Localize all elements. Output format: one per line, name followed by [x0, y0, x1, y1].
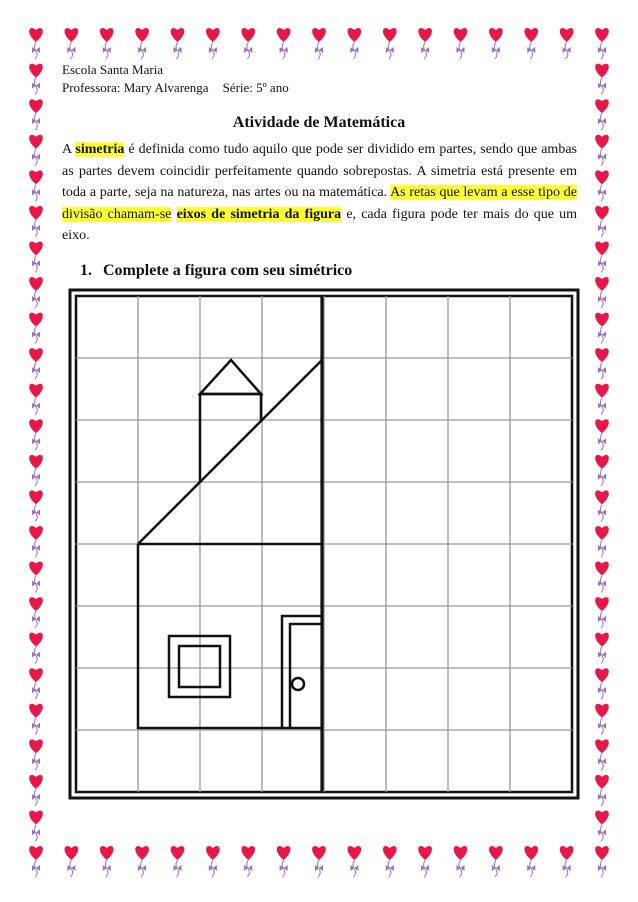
- heart-balloon-icon: [100, 846, 114, 877]
- heart-balloon-icon: [29, 455, 43, 486]
- school-name: Escola Santa Maria: [62, 62, 164, 77]
- teacher-line: [62, 80, 289, 96]
- heart-balloon-icon: [241, 846, 255, 877]
- heart-balloon-icon: [595, 313, 609, 344]
- heart-balloon-icon: [135, 28, 149, 59]
- heart-balloon-icon: [383, 846, 397, 877]
- heart-balloon-icon: [595, 348, 609, 379]
- heart-balloon-icon: [348, 846, 362, 877]
- heart-balloon-icon: [29, 277, 43, 308]
- heart-balloon-icon: [29, 241, 43, 272]
- symmetry-grid: [68, 288, 580, 800]
- heart-balloon-icon: [29, 419, 43, 450]
- heart-balloon-icon: [65, 846, 79, 877]
- heart-balloon-icon: [595, 562, 609, 593]
- heart-balloon-icon: [524, 846, 538, 877]
- heart-balloon-icon: [595, 739, 609, 770]
- grade-level: Série: 5º ano: [222, 80, 289, 95]
- heart-balloon-icon: [29, 846, 43, 877]
- heart-balloon-icon: [29, 597, 43, 628]
- heart-balloon-icon: [29, 668, 43, 699]
- heart-balloon-icon: [29, 170, 43, 201]
- page-title: Atividade de Matemática: [232, 114, 406, 131]
- heart-balloon-icon: [100, 28, 114, 59]
- heart-balloon-icon: [312, 28, 326, 59]
- highlight-term: eixos de simetria da figura: [176, 206, 342, 222]
- highlight-sentence: As retas que levam a esse tipo de divisão chamam-se: [62, 185, 577, 222]
- heart-balloon-icon: [29, 704, 43, 735]
- heart-balloon-icon: [560, 28, 574, 59]
- heart-balloon-icon: [29, 775, 43, 806]
- heart-balloon-icon: [595, 455, 609, 486]
- door-inner: [290, 624, 322, 728]
- intro-text: A: [62, 142, 76, 157]
- heart-balloon-icon: [29, 206, 43, 237]
- heart-balloon-icon: [595, 64, 609, 95]
- intro-paragraph: [62, 139, 577, 247]
- heart-balloon-icon: [241, 28, 255, 59]
- heart-balloon-icon: [454, 846, 468, 877]
- question-number: 1.: [80, 262, 92, 279]
- intro-text: é definida como tudo aquilo que pode ser dividido em partes, sendo que ambas as partes devem coincidir perfeitamente quando sobrepostas. A simetria está presente em toda a parte, seja na natureza, nas artes ou na matemática.: [62, 142, 577, 200]
- heart-balloon-icon: [29, 313, 43, 344]
- heart-balloon-icon: [595, 668, 609, 699]
- half-house-figure: [138, 360, 322, 728]
- heart-balloon-icon: [206, 846, 220, 877]
- heart-balloon-icon: [595, 206, 609, 237]
- door-outer: [282, 616, 322, 728]
- grid-drawing: [68, 288, 580, 800]
- heart-balloon-icon: [595, 135, 609, 166]
- heart-balloon-icon: [206, 28, 220, 59]
- heart-balloon-icon: [595, 526, 609, 557]
- heart-balloon-icon: [29, 490, 43, 521]
- heart-balloon-icon: [277, 28, 291, 59]
- heart-balloon-icon: [454, 28, 468, 59]
- heart-balloon-icon: [277, 846, 291, 877]
- heart-balloon-icon: [524, 28, 538, 59]
- heart-balloon-icon: [171, 28, 185, 59]
- heart-balloon-icon: [595, 846, 609, 877]
- heart-balloon-icon: [29, 562, 43, 593]
- highlight-term: simetria: [75, 142, 125, 157]
- roof-slope: [138, 360, 322, 544]
- heart-balloon-icon: [595, 704, 609, 735]
- heart-balloon-icon: [29, 739, 43, 770]
- heart-balloon-icon: [312, 846, 326, 877]
- heart-balloon-icon: [595, 775, 609, 806]
- heart-balloon-icon: [418, 28, 432, 59]
- intro-text: [171, 207, 176, 222]
- heart-balloon-icon: [595, 810, 609, 841]
- heart-balloon-icon: [560, 846, 574, 877]
- chimney-top: [200, 360, 261, 394]
- heart-balloon-icon: [29, 526, 43, 557]
- heart-balloon-icon: [595, 384, 609, 415]
- heart-balloon-icon: [29, 384, 43, 415]
- heart-balloon-icon: [595, 170, 609, 201]
- heart-balloon-icon: [29, 64, 43, 95]
- heart-balloon-icon: [29, 810, 43, 841]
- heart-balloon-icon: [135, 846, 149, 877]
- question-text: Complete a figura com seu simétrico: [103, 262, 353, 279]
- heart-balloon-icon: [595, 633, 609, 664]
- heart-balloon-icon: [29, 135, 43, 166]
- heart-balloon-icon: [348, 28, 362, 59]
- heart-balloon-icon: [29, 28, 43, 59]
- teacher-name: Professora: Mary Alvarenga: [62, 80, 209, 95]
- heart-balloon-icon: [383, 28, 397, 59]
- heart-balloon-icon: [595, 419, 609, 450]
- heart-balloon-icon: [171, 846, 185, 877]
- intro-text: e, cada figura pode ter mais do que um eixo.: [62, 206, 578, 243]
- heart-balloon-icon: [29, 348, 43, 379]
- heart-balloon-icon: [595, 28, 609, 59]
- heart-balloon-icon: [418, 846, 432, 877]
- chimney: [200, 394, 261, 482]
- heart-balloon-icon: [595, 597, 609, 628]
- heart-balloon-icon: [489, 28, 503, 59]
- heart-balloon-icon: [595, 277, 609, 308]
- heart-balloon-icon: [595, 490, 609, 521]
- heart-balloon-icon: [489, 846, 503, 877]
- door-knob: [292, 678, 304, 690]
- heart-balloon-icon: [595, 241, 609, 272]
- heart-balloon-icon: [29, 633, 43, 664]
- heart-balloon-icon: [65, 28, 79, 59]
